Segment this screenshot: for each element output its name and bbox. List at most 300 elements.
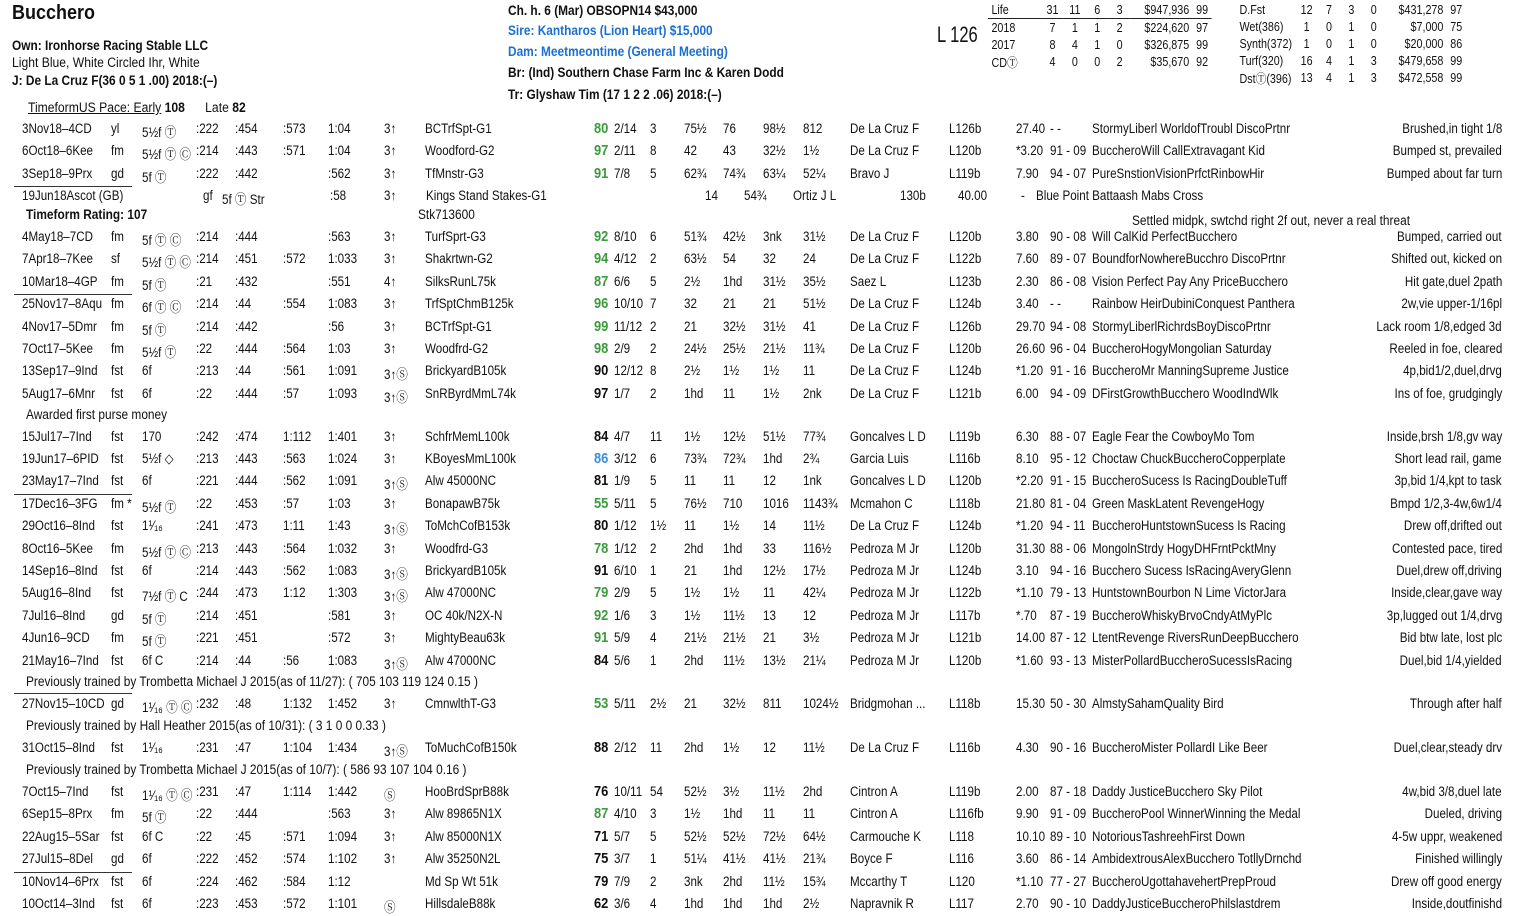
race-t1: :222: [196, 121, 219, 136]
race-jock: Goncalves L D: [850, 473, 926, 489]
race-t2: :44: [235, 652, 252, 668]
jockey-line: J: De La Cruz F(36 0 5 1 .00) 2018:(–): [12, 73, 218, 88]
race-line: [0, 294, 1518, 315]
race-c2: 1hd: [723, 896, 743, 911]
race-cond: fm: [111, 296, 124, 312]
race-beyer: 97: [594, 142, 609, 160]
race-jock: De La Cruz F: [850, 518, 920, 534]
race-field: 10/10: [614, 296, 644, 312]
race-t4: 1:083: [328, 652, 358, 668]
race-comment: 3p,bid 1/4,kpt to task: [1394, 473, 1502, 489]
race-line: [0, 628, 1518, 649]
race-t1: :214: [196, 251, 219, 267]
race-race: Md Sp Wt 51k: [425, 873, 498, 889]
stats-left: [988, 1, 1212, 71]
race-t1: :222: [196, 851, 219, 867]
race-c1: 75½: [684, 121, 707, 136]
race-t3: 1:104: [283, 740, 313, 756]
race-date: 7Oct17–5Kee: [22, 341, 94, 356]
race-comment: Duel,bid 1/4,yielded: [1400, 652, 1502, 668]
race-comp: Daddy JusticeBucchero Sky Pilot: [1092, 784, 1263, 799]
race-field: 1/12: [614, 540, 637, 556]
race-comment: Finished willingly: [1414, 851, 1502, 867]
race-c2: 1hd: [723, 540, 743, 556]
race-jock: Pedroza M Jr: [850, 607, 920, 623]
race-pp: 8: [650, 143, 657, 159]
race-comp: BuccheroMister PollardI Like Beer: [1092, 740, 1268, 756]
stats-cell: D.Fst: [1239, 2, 1266, 17]
race-dist: 5½f Ⓣ Ⓒ: [142, 255, 192, 271]
race-str: 63¼: [763, 165, 786, 181]
race-t4: 1:04: [328, 121, 351, 136]
race-c2: 25½: [723, 341, 746, 356]
race-field: 4/7: [614, 428, 631, 444]
race-comment: Bmpd 1/2,3-4w,6w1/4: [1390, 495, 1502, 511]
race-fin: 1½: [803, 143, 820, 159]
race-race: Alw 35250N2L: [425, 851, 501, 867]
race-pp: 5: [650, 273, 657, 289]
race-field: 12/12: [614, 363, 644, 379]
race-date: 4May18–7CD: [22, 229, 93, 244]
stats-cell: $7,000: [1410, 19, 1444, 34]
race-fig: 50 - 30: [1050, 696, 1087, 712]
race-dist: 5½f Ⓣ Ⓒ: [142, 544, 192, 560]
race-field: 7/9: [614, 873, 631, 889]
race-t4: :563: [328, 229, 351, 244]
race-date: 27Jul15–8Del: [22, 851, 94, 867]
race-line: [0, 894, 1518, 915]
race-t2: :473: [235, 518, 258, 534]
ascot-race2: Stk713600: [418, 206, 475, 222]
race-age: 3↑: [384, 630, 397, 646]
ascot-dist: 5f Ⓣ Str: [222, 192, 265, 208]
race-fin: 1nk: [803, 473, 822, 489]
race-beyer: 79: [594, 872, 609, 890]
race-age: 3↑: [384, 165, 397, 181]
race-c2: 32½: [723, 696, 746, 712]
race-comment: Brushed,in tight 1/8: [1401, 121, 1502, 136]
race-comment: 4p,bid1/2,duel,drvg: [1403, 363, 1502, 379]
race-wt: L120b: [949, 652, 982, 668]
race-age: 3↑: [384, 428, 397, 444]
race-wt: L122b: [949, 585, 982, 601]
race-wt: L120b: [949, 473, 982, 489]
race-t2: :451: [235, 607, 258, 623]
race-t3: :561: [283, 363, 306, 379]
race-race: Woodfrd-G2: [425, 341, 489, 356]
race-t2: :432: [235, 273, 258, 289]
race-odds: *1.60: [1016, 652, 1044, 668]
race-cond: fm: [111, 273, 124, 289]
race-dist: 6f: [142, 385, 152, 401]
race-str: 11½: [763, 784, 785, 799]
race-str: 1½: [763, 363, 780, 379]
race-age: 3↑: [384, 296, 397, 312]
race-fin: 1143¾: [803, 495, 838, 511]
race-race: BrickyardB105k: [425, 363, 507, 379]
stats-cell: 12: [1300, 2, 1313, 17]
race-date: 10Oct14–3Ind: [22, 896, 95, 911]
race-comp: Will CalKid PerfectBucchero: [1092, 229, 1238, 244]
race-c2: 1½: [723, 363, 740, 379]
race-t1: :213: [196, 363, 219, 379]
stats-cell: 7: [1326, 2, 1332, 17]
race-str: 31½: [763, 273, 786, 289]
race-wt: L122b: [949, 251, 982, 267]
race-race: Alw 47000NC: [425, 585, 496, 601]
race-fig: 94 - 08: [1050, 318, 1087, 334]
race-date: 13Sep17–9Ind: [22, 363, 98, 379]
race-comp: BuccheroHogyMongolian Saturday: [1092, 341, 1272, 356]
race-comp: Vision Perfect Pay Any PriceBucchero: [1092, 273, 1288, 289]
race-c1: 11: [684, 473, 697, 489]
race-age: 3↑Ⓢ: [384, 656, 408, 672]
race-comment: Through after half: [1410, 696, 1502, 712]
race-fin: 1024½: [803, 696, 839, 712]
race-beyer: 92: [594, 228, 609, 245]
race-field: 4/12: [614, 251, 637, 267]
race-comp: BuccheroWhiskyBrvoCndyAtMyPlc: [1092, 607, 1273, 623]
race-fig: 87 - 19: [1050, 607, 1087, 623]
race-jock: Napravnik R: [850, 896, 914, 911]
race-t1: :213: [196, 451, 219, 466]
race-comp: BuccheroHuntstownSucess Is Racing: [1092, 518, 1286, 534]
race-field: 6/10: [614, 563, 637, 578]
race-t4: :551: [328, 273, 351, 289]
race-comp: Choctaw ChuckBuccheroCopperplate: [1092, 451, 1286, 466]
stats-cell: 75: [1450, 19, 1463, 34]
race-wt: L123b: [949, 273, 982, 289]
race-date: 3Nov18–4CD: [22, 121, 92, 136]
stats-cell: 4: [1071, 37, 1078, 52]
stats-cell: DstⓉ(396): [1239, 72, 1292, 86]
race-pp: 2½: [650, 696, 667, 712]
ascot-race: Kings Stand Stakes-G1: [426, 188, 547, 204]
race-c1: 32: [684, 296, 697, 312]
race-field: 1/12: [614, 518, 637, 534]
race-line: [0, 651, 1518, 672]
race-date: 10Mar18–4GP: [22, 273, 98, 289]
race-c1: 2½: [684, 363, 701, 379]
race-line: [0, 361, 1518, 382]
race-wt: L119b: [949, 784, 981, 799]
race-race: BCTrfSpt-G1: [425, 318, 492, 334]
race-race: SchfrMemL100k: [425, 428, 510, 444]
race-comp: NotoriousTashreehFirst Down: [1092, 828, 1245, 844]
race-comment: Inside,clear,gave way: [1390, 585, 1502, 601]
stats-cell: 1: [1303, 19, 1310, 34]
race-t4: :563: [328, 806, 351, 822]
race-str: 13½: [763, 652, 786, 668]
race-str: 1hd: [763, 896, 783, 911]
race-t3: :564: [283, 341, 306, 356]
race-pp: 4: [650, 630, 657, 646]
race-c1: 62¾: [684, 165, 707, 181]
race-race: Woodfrd-G3: [425, 540, 489, 556]
race-field: 3/12: [614, 451, 637, 466]
race-cond: fst: [111, 363, 124, 379]
race-beyer: 62: [594, 895, 609, 912]
race-fig: 94 - 11: [1050, 518, 1086, 534]
race-comp: BuccheroPool WinnerWinning the Medal: [1092, 806, 1301, 822]
race-wt: L117b: [949, 607, 981, 623]
race-jock: Cintron A: [850, 784, 898, 799]
race-beyer: 75: [594, 850, 609, 868]
weight: L 126: [937, 22, 978, 47]
race-comp: BuccheroUgottahavehertPrepProud: [1092, 873, 1276, 889]
stats-cell: 1: [1094, 20, 1101, 35]
race-race: ToMuchCofB150k: [425, 740, 517, 756]
race-dist: 1¹⁄₁₆ Ⓣ Ⓒ: [142, 700, 193, 716]
race-t4: 1:401: [328, 428, 358, 444]
race-cond: fm: [111, 143, 124, 159]
race-fin: 21¼: [803, 652, 826, 668]
race-date: 15Jul17–7Ind: [22, 428, 92, 444]
race-jock: Pedroza M Jr: [850, 540, 920, 556]
race-wt: L119b: [949, 428, 981, 444]
race-fig: 88 - 06: [1050, 540, 1087, 556]
race-field: 7/8: [614, 165, 631, 181]
race-t3: :562: [283, 473, 306, 489]
race-fig: 88 - 07: [1050, 428, 1087, 444]
race-str: 12: [763, 473, 776, 489]
race-fig: 90 - 08: [1050, 229, 1087, 244]
race-t3: 1:12: [283, 585, 306, 601]
race-wt: L120b: [949, 540, 982, 556]
race-t4: 1:04: [328, 143, 351, 159]
stats-cell: 4: [1049, 55, 1056, 69]
ascot-age: 3↑: [384, 188, 397, 204]
stats-cell: 1: [1303, 36, 1310, 51]
race-fig: 86 - 08: [1050, 273, 1087, 289]
race-comment: Bumped about far turn: [1386, 165, 1502, 181]
race-race: HillsdaleB88k: [425, 896, 496, 911]
race-dist: 6f: [142, 563, 152, 578]
race-str: 12½: [763, 563, 786, 578]
race-fin: 2hd: [803, 784, 823, 799]
race-pp: 8: [650, 363, 657, 379]
race-t2: :474: [235, 428, 258, 444]
ascot-fig: -: [1021, 188, 1025, 204]
race-jock: Mcmahon C: [850, 495, 913, 511]
race-odds: 2.00: [1016, 784, 1039, 799]
race-wt: L121b: [949, 385, 982, 401]
race-line: [0, 384, 1518, 405]
race-wt: L121b: [949, 630, 982, 646]
stats-cell: Turf(320): [1239, 53, 1284, 68]
race-cond: fm: [111, 806, 124, 822]
race-fin: 12: [803, 607, 816, 623]
race-date: 27Nov15–10CD: [22, 696, 105, 712]
stats-row: [988, 1, 1212, 19]
race-comment: 4-5w uppr, weakened: [1391, 828, 1502, 844]
race-c2: 12½: [723, 428, 746, 444]
race-date: 7Oct15–7Ind: [22, 784, 89, 799]
stats-cell: $947,936: [1131, 1, 1193, 19]
race-date: 25Nov17–8Aqu: [22, 296, 103, 312]
race-t2: :444: [235, 229, 258, 244]
race-beyer: 84: [594, 427, 609, 445]
stats-cell: 3: [1370, 53, 1377, 68]
stats-row: [1236, 69, 1466, 87]
race-beyer: 90: [594, 362, 609, 380]
race-c2: 11½: [723, 652, 745, 668]
race-str: 98½: [763, 121, 786, 136]
race-str: 12: [763, 740, 776, 756]
race-line: [0, 339, 1518, 360]
race-fin: 17½: [803, 563, 826, 578]
race-cond: yl: [111, 121, 120, 136]
race-t2: :443: [235, 563, 258, 578]
race-comment: Drew off good energy: [1391, 873, 1502, 889]
race-t2: :454: [235, 121, 258, 136]
stats-cell: 1: [1348, 19, 1355, 34]
race-jock: De La Cruz F: [850, 341, 920, 356]
race-beyer: 94: [594, 250, 609, 268]
race-pp: 11: [650, 740, 663, 756]
race-field: 3/6: [614, 896, 631, 911]
note-timeform-rating: Timeform Rating: 107: [26, 206, 148, 222]
race-t1: :214: [196, 143, 219, 159]
race-t1: :241: [196, 518, 219, 534]
race-str: 72½: [763, 828, 786, 844]
race-odds: 29.70: [1016, 318, 1046, 334]
race-pp: 5: [650, 495, 657, 511]
race-t3: :56: [283, 652, 300, 668]
race-field: 1/9: [614, 473, 631, 489]
stats-cell: 13: [1300, 71, 1313, 85]
race-c1: 1½: [684, 428, 701, 444]
race-t1: :221: [196, 630, 219, 646]
race-beyer: 98: [594, 340, 609, 357]
race-c2: 41½: [723, 851, 746, 867]
race-age: 3↑: [384, 540, 397, 556]
race-c2: 1hd: [723, 273, 743, 289]
race-str: 3nk: [763, 229, 782, 244]
stats-cell: 99: [1193, 1, 1212, 19]
race-fin: 812: [803, 121, 823, 136]
race-c2: 52½: [723, 828, 746, 844]
trainer-line: Tr: Glyshaw Tim (17 1 2 2 .06) 2018:(–): [508, 87, 722, 102]
stats-cell: 0: [1370, 36, 1377, 51]
race-race: TfMnstr-G3: [425, 165, 484, 181]
race-cond: fm: [111, 630, 124, 646]
race-fin: 11: [803, 806, 816, 822]
race-str: 21½: [763, 341, 786, 356]
race-fin: 31½: [803, 229, 826, 244]
stats-cell: 99: [1450, 53, 1463, 68]
race-jock: Bridgmohan ...: [850, 696, 926, 712]
race-beyer: 86: [594, 450, 609, 467]
race-beyer: 88: [594, 739, 609, 757]
race-t3: :57: [283, 495, 300, 511]
race-pp: 2: [650, 251, 657, 267]
race-age: 3↑: [384, 318, 397, 334]
race-age: Ⓢ: [384, 900, 396, 915]
stats-right: [1236, 1, 1466, 87]
race-odds: 21.80: [1016, 495, 1046, 511]
race-pp: 5: [650, 585, 657, 601]
stats-cell: $35,670: [1150, 55, 1190, 69]
race-comment: Dueled, driving: [1424, 806, 1502, 822]
race-fin: 11¾: [803, 341, 825, 356]
race-comment: 2w,vie upper-1/16pl: [1401, 296, 1502, 312]
race-dist: 5f Ⓣ: [142, 611, 167, 627]
race-c2: 2hd: [723, 873, 743, 889]
race-odds: 3.80: [1016, 229, 1039, 244]
race-line: [0, 227, 1518, 248]
stats-cell: 0: [1326, 19, 1332, 34]
race-line: [0, 738, 1518, 759]
race-pp: 2: [650, 341, 657, 356]
race-cond: fst: [111, 784, 124, 799]
race-beyer: 78: [594, 539, 609, 557]
race-fig: 81 - 04: [1050, 495, 1087, 511]
race-t4: 1:024: [328, 451, 358, 466]
race-age: 3↑: [384, 806, 397, 822]
race-t3: 1:114: [283, 784, 312, 799]
race-t3: :571: [283, 828, 306, 844]
race-pp: 1: [650, 851, 657, 867]
race-dist: 5f Ⓣ: [142, 634, 167, 650]
race-c1: 2hd: [684, 540, 704, 556]
race-date: 23May17–7Ind: [22, 473, 99, 489]
race-wt: L120: [949, 873, 975, 889]
race-race: Shakrtwn-G2: [425, 251, 493, 267]
race-str: 11: [763, 806, 776, 822]
race-beyer: 53: [594, 695, 609, 713]
race-dist: 7½f Ⓣ C: [142, 589, 188, 605]
race-date: 14Sep16–8Ind: [22, 563, 98, 578]
race-pp: 3: [650, 806, 657, 822]
race-cond: fst: [111, 828, 124, 844]
race-pp: 11: [650, 428, 663, 444]
race-field: 2/12: [614, 740, 637, 756]
race-line: [0, 119, 1518, 140]
race-t1: :224: [196, 873, 219, 889]
race-jock: De La Cruz F: [850, 363, 920, 379]
race-comment: Duel,drew off,driving: [1396, 563, 1502, 578]
race-t1: :22: [196, 828, 213, 844]
race-c2: 1½: [723, 585, 740, 601]
race-jock: Saez L: [850, 273, 887, 289]
race-jock: Pedroza M Jr: [850, 630, 920, 646]
race-odds: 3.60: [1016, 851, 1039, 867]
note-prev1: Previously trained by Trombetta Michael J 2015(as of 11/27): ( 705 103 119 124 0.15 ): [26, 674, 478, 689]
race-cond: fst: [111, 385, 124, 401]
race-t2: :442: [235, 165, 258, 181]
race-cond: gd: [111, 607, 124, 623]
race-race: TurfSprt-G3: [425, 229, 486, 244]
race-comment: Bid btw late, lost plc: [1399, 630, 1502, 646]
race-field: 8/10: [614, 229, 637, 244]
race-comment: Drew off,drifted out: [1404, 518, 1502, 534]
race-line: [0, 494, 1518, 515]
race-line: [0, 449, 1518, 470]
race-jock: Pedroza M Jr: [850, 563, 920, 578]
race-line: [0, 561, 1518, 582]
race-t2: :444: [235, 806, 258, 822]
race-field: 5/9: [614, 630, 631, 646]
race-odds: 31.30: [1016, 540, 1046, 556]
race-race: Alw 47000NC: [425, 652, 496, 668]
race-odds: 2.30: [1016, 273, 1039, 289]
race-age: 3↑Ⓢ: [384, 367, 408, 383]
race-date: 17Dec16–3FG: [22, 495, 98, 511]
race-field: 4/10: [614, 806, 637, 822]
race-comp: LtentRevenge RiversRunDeepBucchero: [1092, 630, 1299, 646]
race-c1: 2hd: [684, 652, 704, 668]
